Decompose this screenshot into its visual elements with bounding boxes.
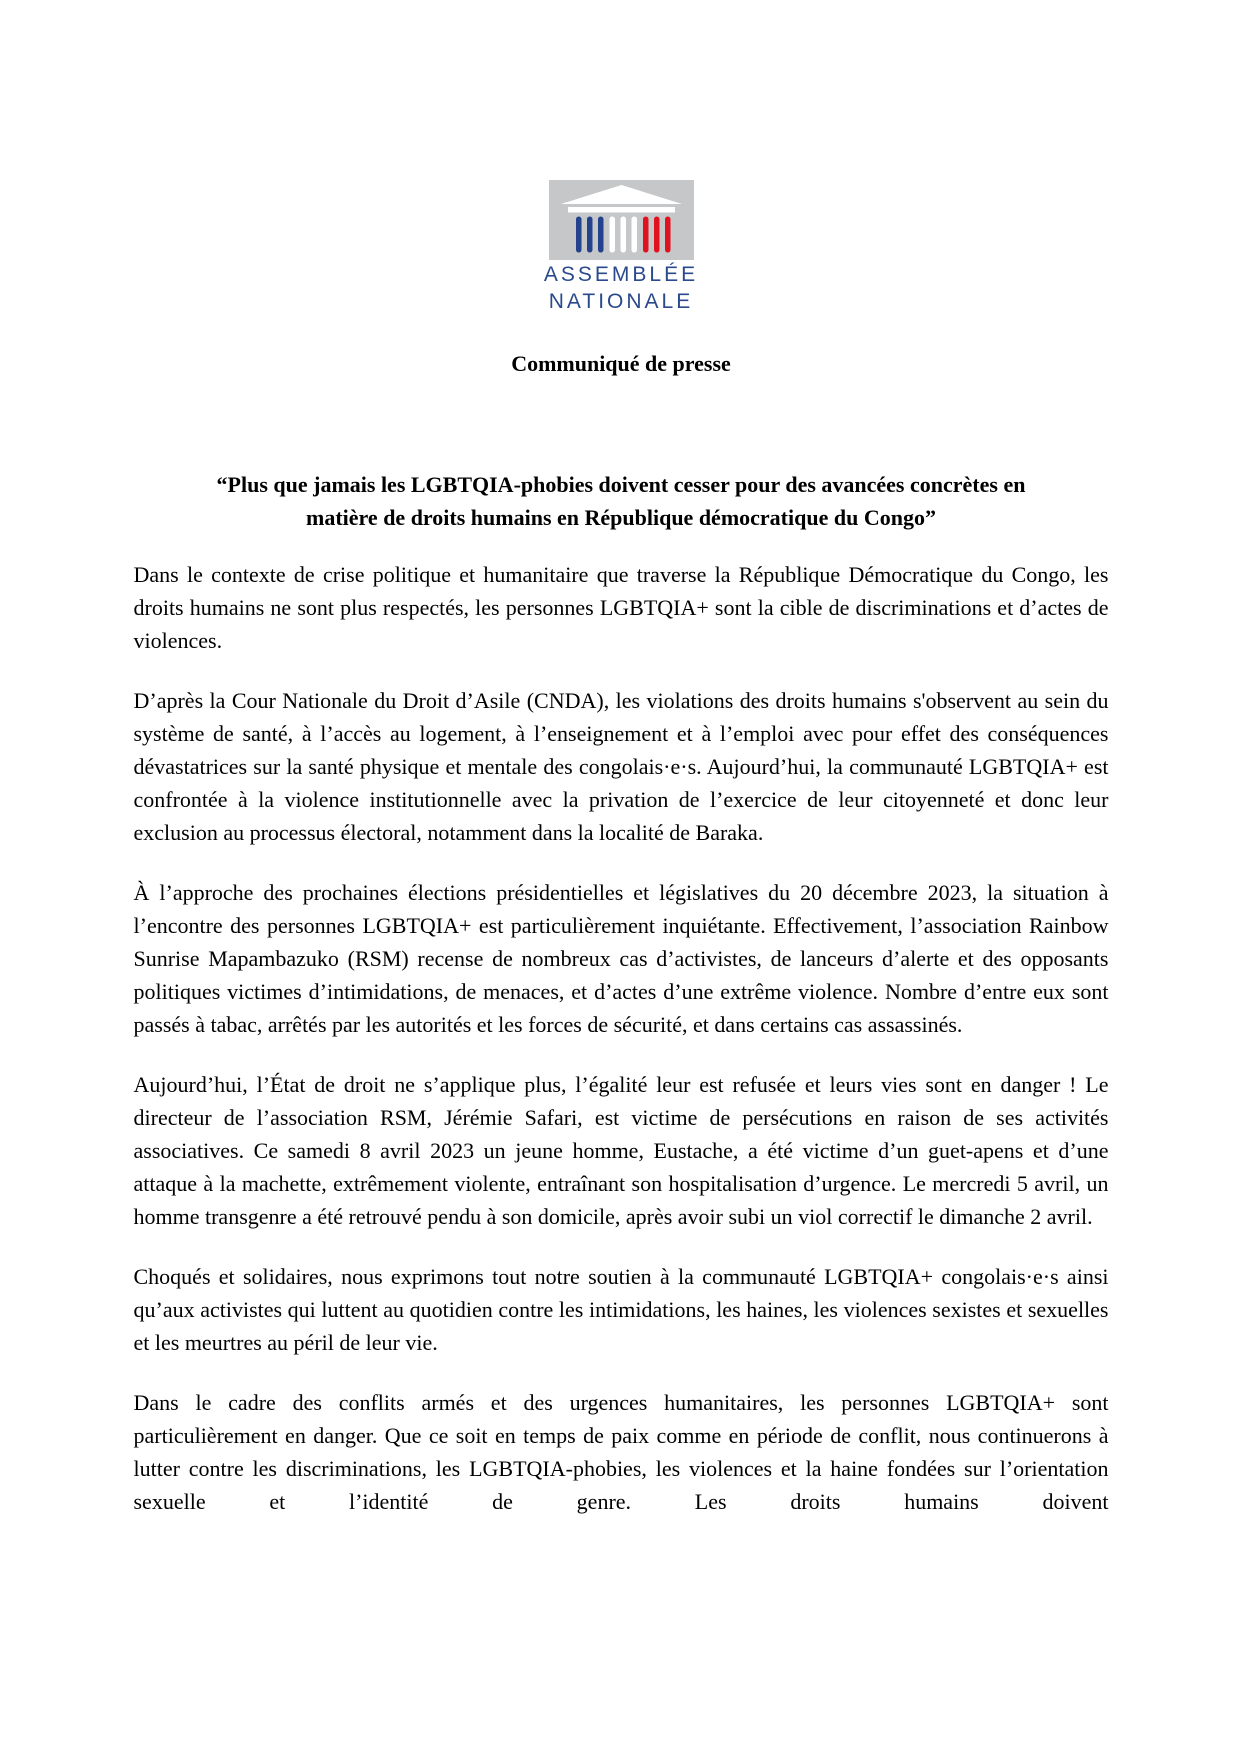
assemblee-nationale-logo [541,180,701,314]
document-title-line: matière de droits humains en République démocratique du Congo” [306,505,936,530]
body-paragraph: Dans le cadre des conflits armés et des urgences humanitaires, les personnes LGBTQIA+ sont particulièrement en danger. Que ce soit en temps de paix comme en période de conflit, nous continuerons à lutter contre les discriminations, les LGBTQIA-phobies, les violences et la haine fondées sur l’orientation sexuelle et l’identité de genre. Les droits humains doivent [133,1390,1109,1514]
logo-wordmark-line1: ASSEMBLÉE [543,263,699,286]
document-body [134,558,1109,1518]
body-paragraph: D’après la Cour Nationale du Droit d’Asile (CNDA), les violations des droits humains s'observent au sein du système de santé, à l’accès au logement, à l’enseignement et à l’emploi avec pour effet des conséquences dévastatrices sur la santé physique et mentale des congolais·e·s. Aujourd’hui, la communauté LGBTQIA+ est confrontée à la violence institutionnelle avec la privation de l’exercice de leur citoyenneté et donc leur exclusion au processus électoral, notamment dans la localité de Baraka. [133,688,1109,845]
body-paragraph: À l’approche des prochaines élections présidentielles et législatives du 20 décembre 2023, la situation à l’encontre des personnes LGBTQIA+ est particulièrement inquiétante. Effectivement, l’association Rainbow Sunrise Mapambazuko (RSM) recense de nombreux cas d’activistes, de lanceurs d’alerte et des opposants politiques victimes d’intimidations, de menaces, et d’actes d’une extrême violence. Nombre d’entre eux sont passés à tabac, arrêtés par les autorités et les forces de sécurité, et dans certains cas assassinés. [133,880,1109,1037]
document-title-line: “Plus que jamais les LGBTQIA-phobies doivent cesser pour des avancées concrètes en [216,472,1026,497]
document-title [0,468,1242,534]
body-paragraph: Aujourd’hui, l’État de droit ne s’applique plus, l’égalité leur est refusée et leurs vies sont en danger ! Le directeur de l’association RSM, Jérémie Safari, est victime de persécutions en raison de ses activités associatives. Ce samedi 8 avril 2023 un jeune homme, Eustache, a été victime d’un guet-apens et d’une attaque à la machette, extrêmement violente, entraînant son hospitalisation d’urgence. Le mercredi 5 avril, un homme transgenre a été retrouvé pendu à son domicile, après avoir subi un viol correctif le dimanche 2 avril. [133,1072,1109,1229]
body-paragraph: Dans le contexte de crise politique et humanitaire que traverse la République Démocratique du Congo, les droits humains ne sont plus respectés, les personnes LGBTQIA+ sont la cible de discriminations et d’actes de violences. [133,562,1109,653]
document-kicker: Communiqué de presse [511,351,731,376]
logo-wordmark-line2: NATIONALE [548,290,694,313]
body-paragraph: Choqués et solidaires, nous exprimons tout notre soutien à la communauté LGBTQIA+ congolais·e·s ainsi qu’aux activistes qui luttent au quotidien contre les intimidations, les haines, les violences sexistes et sexuelles et les meurtres au péril de leur vie. [133,1264,1109,1355]
assemblee-nationale-emblem-icon [549,180,694,260]
